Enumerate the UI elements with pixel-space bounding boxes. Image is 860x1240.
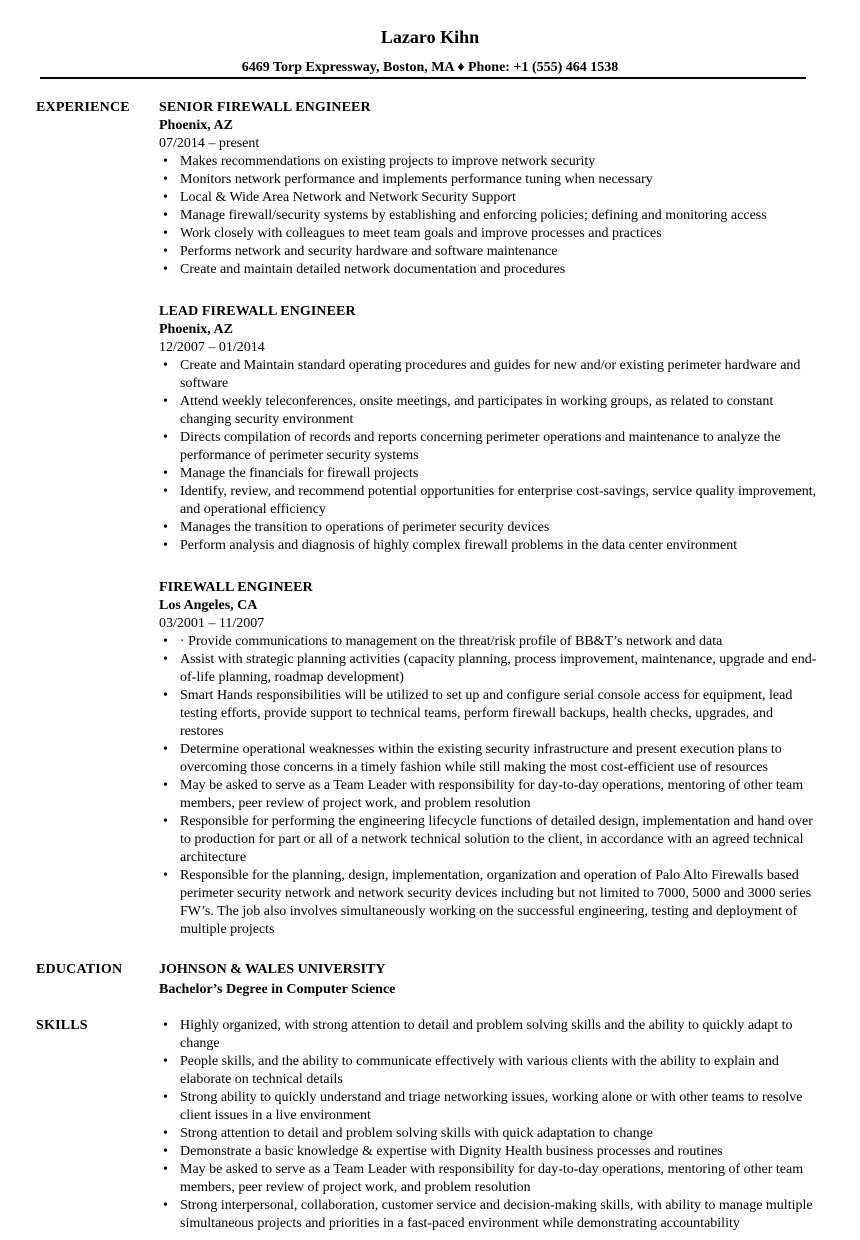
job-bullet: • Local & Wide Area Network and Network Security Support bbox=[159, 189, 819, 207]
education-heading: EDUCATION bbox=[36, 962, 123, 977]
job-location: Phoenix, AZ bbox=[159, 322, 233, 337]
job-bullet: • · Provide communications to management on the threat/risk profile of BB&T’s network and data bbox=[159, 633, 819, 651]
experience-heading: EXPERIENCE bbox=[36, 100, 130, 115]
header-divider bbox=[40, 77, 806, 79]
job-bullet: • Monitors network performance and implements performance tuning when necessary bbox=[159, 171, 819, 189]
job-bullet: • Makes recommendations on existing projects to improve network security bbox=[159, 153, 819, 171]
job-bullet: • Performs network and security hardware and software maintenance bbox=[159, 243, 819, 261]
skills-body bbox=[159, 1017, 819, 1233]
job-title: FIREWALL ENGINEER bbox=[159, 580, 313, 595]
job-bullet: • Work closely with colleagues to meet team goals and improve processes and practices bbox=[159, 225, 819, 243]
skill-bullet: • Demonstrate a basic knowledge & expertise with Dignity Health business processes and routines bbox=[159, 1143, 819, 1161]
job-title: LEAD FIREWALL ENGINEER bbox=[159, 304, 356, 319]
job-bullet: • Determine operational weaknesses within the existing security infrastructure and present execution plans to overcoming those concerns in a timely fashion while still making the most cost-efficient use of resources bbox=[159, 741, 819, 777]
job-bullets bbox=[159, 357, 819, 555]
job-bullet: • Attend weekly teleconferences, onsite meetings, and participates in working groups, as related to constant changing security environment bbox=[159, 393, 819, 429]
job-bullets bbox=[159, 633, 819, 939]
education-body bbox=[159, 961, 819, 999]
skill-bullet: • May be asked to serve as a Team Leader with responsibility for day-to-day operations, mentoring of other team members, peer review of project work, and problem resolution bbox=[159, 1161, 819, 1197]
job-title: SENIOR FIREWALL ENGINEER bbox=[159, 100, 371, 115]
job-bullet: • Create and Maintain standard operating procedures and guides for new and/or existing perimeter hardware and software bbox=[159, 357, 819, 393]
job-bullet: • Manage firewall/security systems by establishing and enforcing policies; defining and monitoring access bbox=[159, 207, 819, 225]
job-dates: 03/2001 – 11/2007 bbox=[159, 616, 265, 631]
job-dates: 12/2007 – 01/2014 bbox=[159, 340, 265, 355]
job-location: Los Angeles, CA bbox=[159, 598, 258, 613]
job-entry bbox=[159, 303, 819, 555]
job-bullets bbox=[159, 153, 819, 279]
skill-bullet: • Highly organized, with strong attention to detail and problem solving skills and the ability to quickly adapt to change bbox=[159, 1017, 819, 1053]
contact-line: 6469 Torp Expressway, Boston, MA ♦ Phone: +1 (555) 464 1538 bbox=[241, 60, 619, 75]
skill-bullet: • Strong ability to quickly understand and triage networking issues, working alone or with other teams to resolve client issues in a live environment bbox=[159, 1089, 819, 1125]
job-bullet: • Create and maintain detailed network documentation and procedures bbox=[159, 261, 819, 279]
experience-list bbox=[159, 99, 819, 963]
skill-bullet: • People skills, and the ability to communicate effectively with various clients with the ability to explain and elaborate on technical details bbox=[159, 1053, 819, 1089]
job-entry bbox=[159, 99, 819, 279]
job-bullet: • Manage the financials for firewall projects bbox=[159, 465, 819, 483]
skill-bullet: • Strong interpersonal, collaboration, customer service and decision-making skills, with ability to manage multiple simultaneous projects and priorities in a fast-paced environment while demonstrating accountability bbox=[159, 1197, 819, 1233]
job-dates: 07/2014 – present bbox=[159, 136, 260, 151]
candidate-name: Lazaro Kihn bbox=[380, 27, 480, 47]
job-bullet: • Identify, review, and recommend potential opportunities for enterprise cost-savings, service quality improvement, and operational efficiency bbox=[159, 483, 819, 519]
skill-bullet: • Strong attention to detail and problem solving skills with quick adaptation to change bbox=[159, 1125, 819, 1143]
job-bullet: • May be asked to serve as a Team Leader with responsibility for day-to-day operations, mentoring of other team members, peer review of project work, and problem resolution bbox=[159, 777, 819, 813]
education-school: JOHNSON & WALES UNIVERSITY bbox=[159, 962, 386, 977]
job-bullet: • Assist with strategic planning activities (capacity planning, process improvement, maintenance, upgrade and end-of-life planning, roadmap development) bbox=[159, 651, 819, 687]
job-location: Phoenix, AZ bbox=[159, 118, 233, 133]
job-bullet: • Smart Hands responsibilities will be utilized to set up and configure serial console access for equipment, lead testing efforts, provide support to technical teams, perform firewall backups, health checks, upgrades, and restores bbox=[159, 687, 819, 741]
job-bullet: • Directs compilation of records and reports concerning perimeter operations and maintenance to analyze the performance of perimeter security systems bbox=[159, 429, 819, 465]
job-bullet: • Perform analysis and diagnosis of highly complex firewall problems in the data center environment bbox=[159, 537, 819, 555]
job-bullet: • Manages the transition to operations of perimeter security devices bbox=[159, 519, 819, 537]
skills-heading: SKILLS bbox=[36, 1018, 88, 1033]
skills-bullets bbox=[159, 1017, 819, 1233]
job-bullet: • Responsible for performing the engineering lifecycle functions of detailed design, implementation and hand over to production for part or all of a network technical solution to the client, in accordance with an agreed technical architecture bbox=[159, 813, 819, 867]
education-degree: Bachelor’s Degree in Computer Science bbox=[159, 982, 396, 997]
job-bullet: • Responsible for the planning, design, implementation, organization and operation of Palo Alto Firewalls based perimeter security network and network security devices including but not limited to 7000, 5000 and 3000 series FW’s. The job also involves simultaneously working on the successful engineering, testing and deployment of multiple projects bbox=[159, 867, 819, 939]
job-entry bbox=[159, 579, 819, 939]
